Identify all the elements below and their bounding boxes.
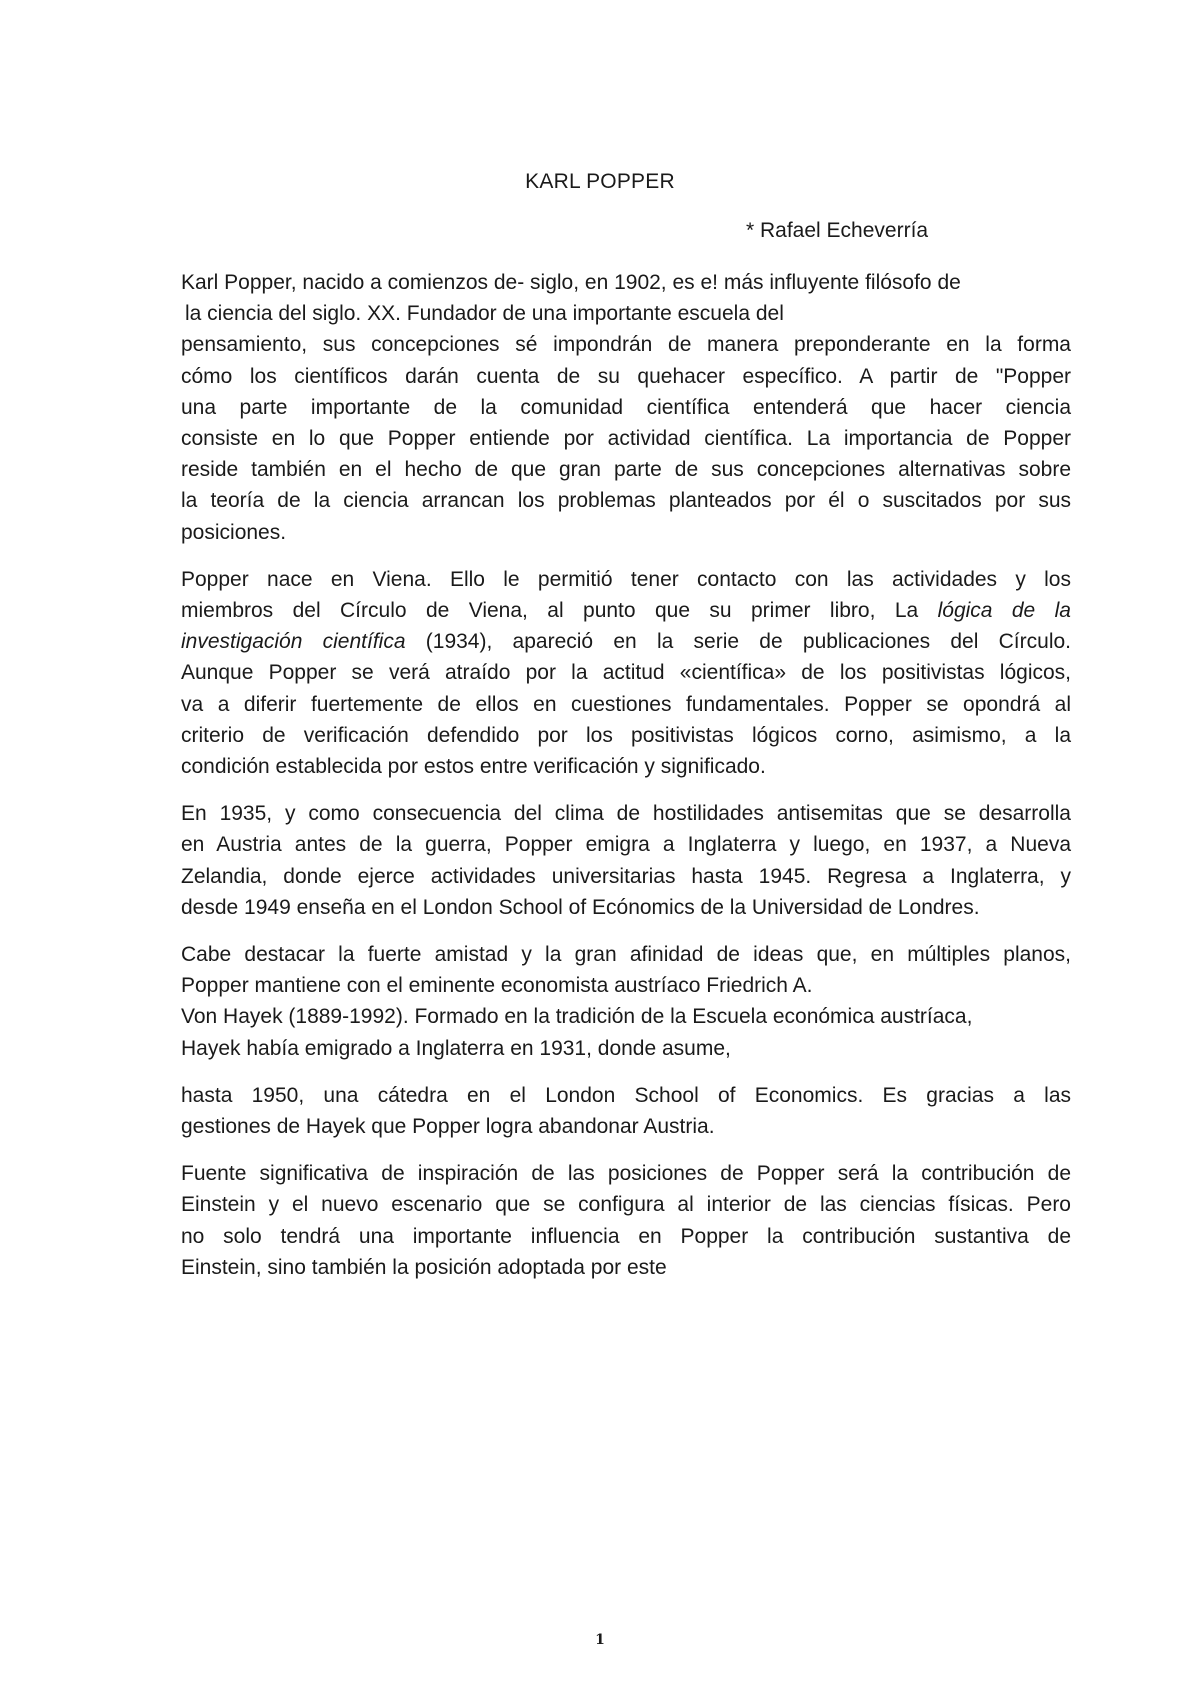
paragraph-4 <box>181 939 1071 1064</box>
page-number: 1 <box>595 1632 605 1648</box>
document-author: * Rafael Echeverría <box>746 219 929 242</box>
paragraph-3 <box>181 798 1071 923</box>
paragraph-line: hasta 1950, una cátedra en el London School of Economics. Es gracias a las <box>181 1083 1071 1107</box>
paragraph-6 <box>181 1158 1071 1283</box>
book-title-italic: investigación científica <box>181 630 406 654</box>
paragraph-line: la teoría de la ciencia arrancan los problemas planteados por él o suscitados por sus <box>181 489 1071 513</box>
paragraph-line: pensamiento, sus concepciones sé impondrán de manera preponderante en la forma <box>181 333 1071 357</box>
paragraph-line: desde 1949 enseña en el London School of Ecónomics de la Universidad de Londres. <box>181 895 980 919</box>
paragraph-line: Karl Popper, nacido a comienzos de- siglo, en 1902, es e! más influyente filósofo de <box>181 271 961 294</box>
paragraph-line: condición establecida por estos entre verificación y significado. <box>181 755 766 779</box>
paragraph-line: Fuente significativa de inspiración de las posiciones de Popper será la contribución de <box>181 1162 1071 1186</box>
paragraph-line: Aunque Popper se verá atraído por la actitud «científica» de los positivistas lógicos, <box>181 661 1071 685</box>
paragraph-line: Zelandia, donde ejerce actividades universitarias hasta 1945. Regresa a Inglaterra, y <box>181 864 1071 888</box>
paragraph-line: reside también en el hecho de que gran parte de sus concepciones alternativas sobre <box>181 458 1071 482</box>
book-title-italic: lógica de la <box>937 599 1071 623</box>
paragraph-line: Popper mantiene con el eminente economista austríaco Friedrich A. <box>181 974 813 998</box>
paragraph-line: Popper nace en Viena. Ello le permitió tener contacto con las actividades y los <box>181 567 1071 591</box>
paragraph-text: miembros del Círculo de Viena, al punto que su primer libro, La <box>181 599 919 623</box>
document-title: KARL POPPER <box>525 170 675 193</box>
paragraph-line: cómo los científicos darán cuenta de su quehacer específico. A partir de "Popper <box>181 364 1071 388</box>
paragraph-text: (1934), apareció en la serie de publicaciones del Círculo. <box>425 630 1071 654</box>
paragraph-line <box>181 626 1071 657</box>
paragraph-line: Von Hayek (1889-1992). Formado en la tradición de la Escuela económica austríaca, <box>181 1005 973 1029</box>
paragraph-line: una parte importante de la comunidad científica entenderá que hacer ciencia <box>181 395 1071 419</box>
paragraph-line <box>181 595 1071 626</box>
paragraph-5 <box>181 1080 1071 1142</box>
paragraph-line: criterio de verificación defendido por los positivistas lógicos corno, asimismo, a la <box>181 723 1071 747</box>
paragraph-line: Hayek había emigrado a Inglaterra en 1931, donde asume, <box>181 1036 731 1060</box>
paragraph-2 <box>181 564 1071 782</box>
paragraph-line: en Austria antes de la guerra, Popper emigra a Inglaterra y luego, en 1937, a Nueva <box>181 833 1071 857</box>
paragraph-1 <box>181 267 1071 548</box>
paragraph-line: posiciones. <box>181 520 287 544</box>
paragraph-line: Einstein y el nuevo escenario que se configura al interior de las ciencias físicas. Pero <box>181 1193 1071 1217</box>
document-body <box>181 267 1071 1299</box>
paragraph-line: no solo tendrá una importante influencia en Popper la contribución sustantiva de <box>181 1224 1071 1248</box>
paragraph-line: En 1935, y como consecuencia del clima de hostilidades antisemitas que se desarrolla <box>181 802 1071 826</box>
paragraph-line: va a diferir fuertemente de ellos en cuestiones fundamentales. Popper se opondrá al <box>181 692 1071 716</box>
paragraph-line: la ciencia del siglo. XX. Fundador de una importante escuela del <box>185 302 784 326</box>
paragraph-line: Einstein, sino también la posición adoptada por este <box>181 1255 667 1279</box>
paragraph-line: Cabe destacar la fuerte amistad y la gran afinidad de ideas que, en múltiples planos, <box>181 943 1071 967</box>
paragraph-line: consiste en lo que Popper entiende por actividad científica. La importancia de Popper <box>181 427 1071 451</box>
paragraph-line: gestiones de Hayek que Popper logra abandonar Austria. <box>181 1115 715 1139</box>
